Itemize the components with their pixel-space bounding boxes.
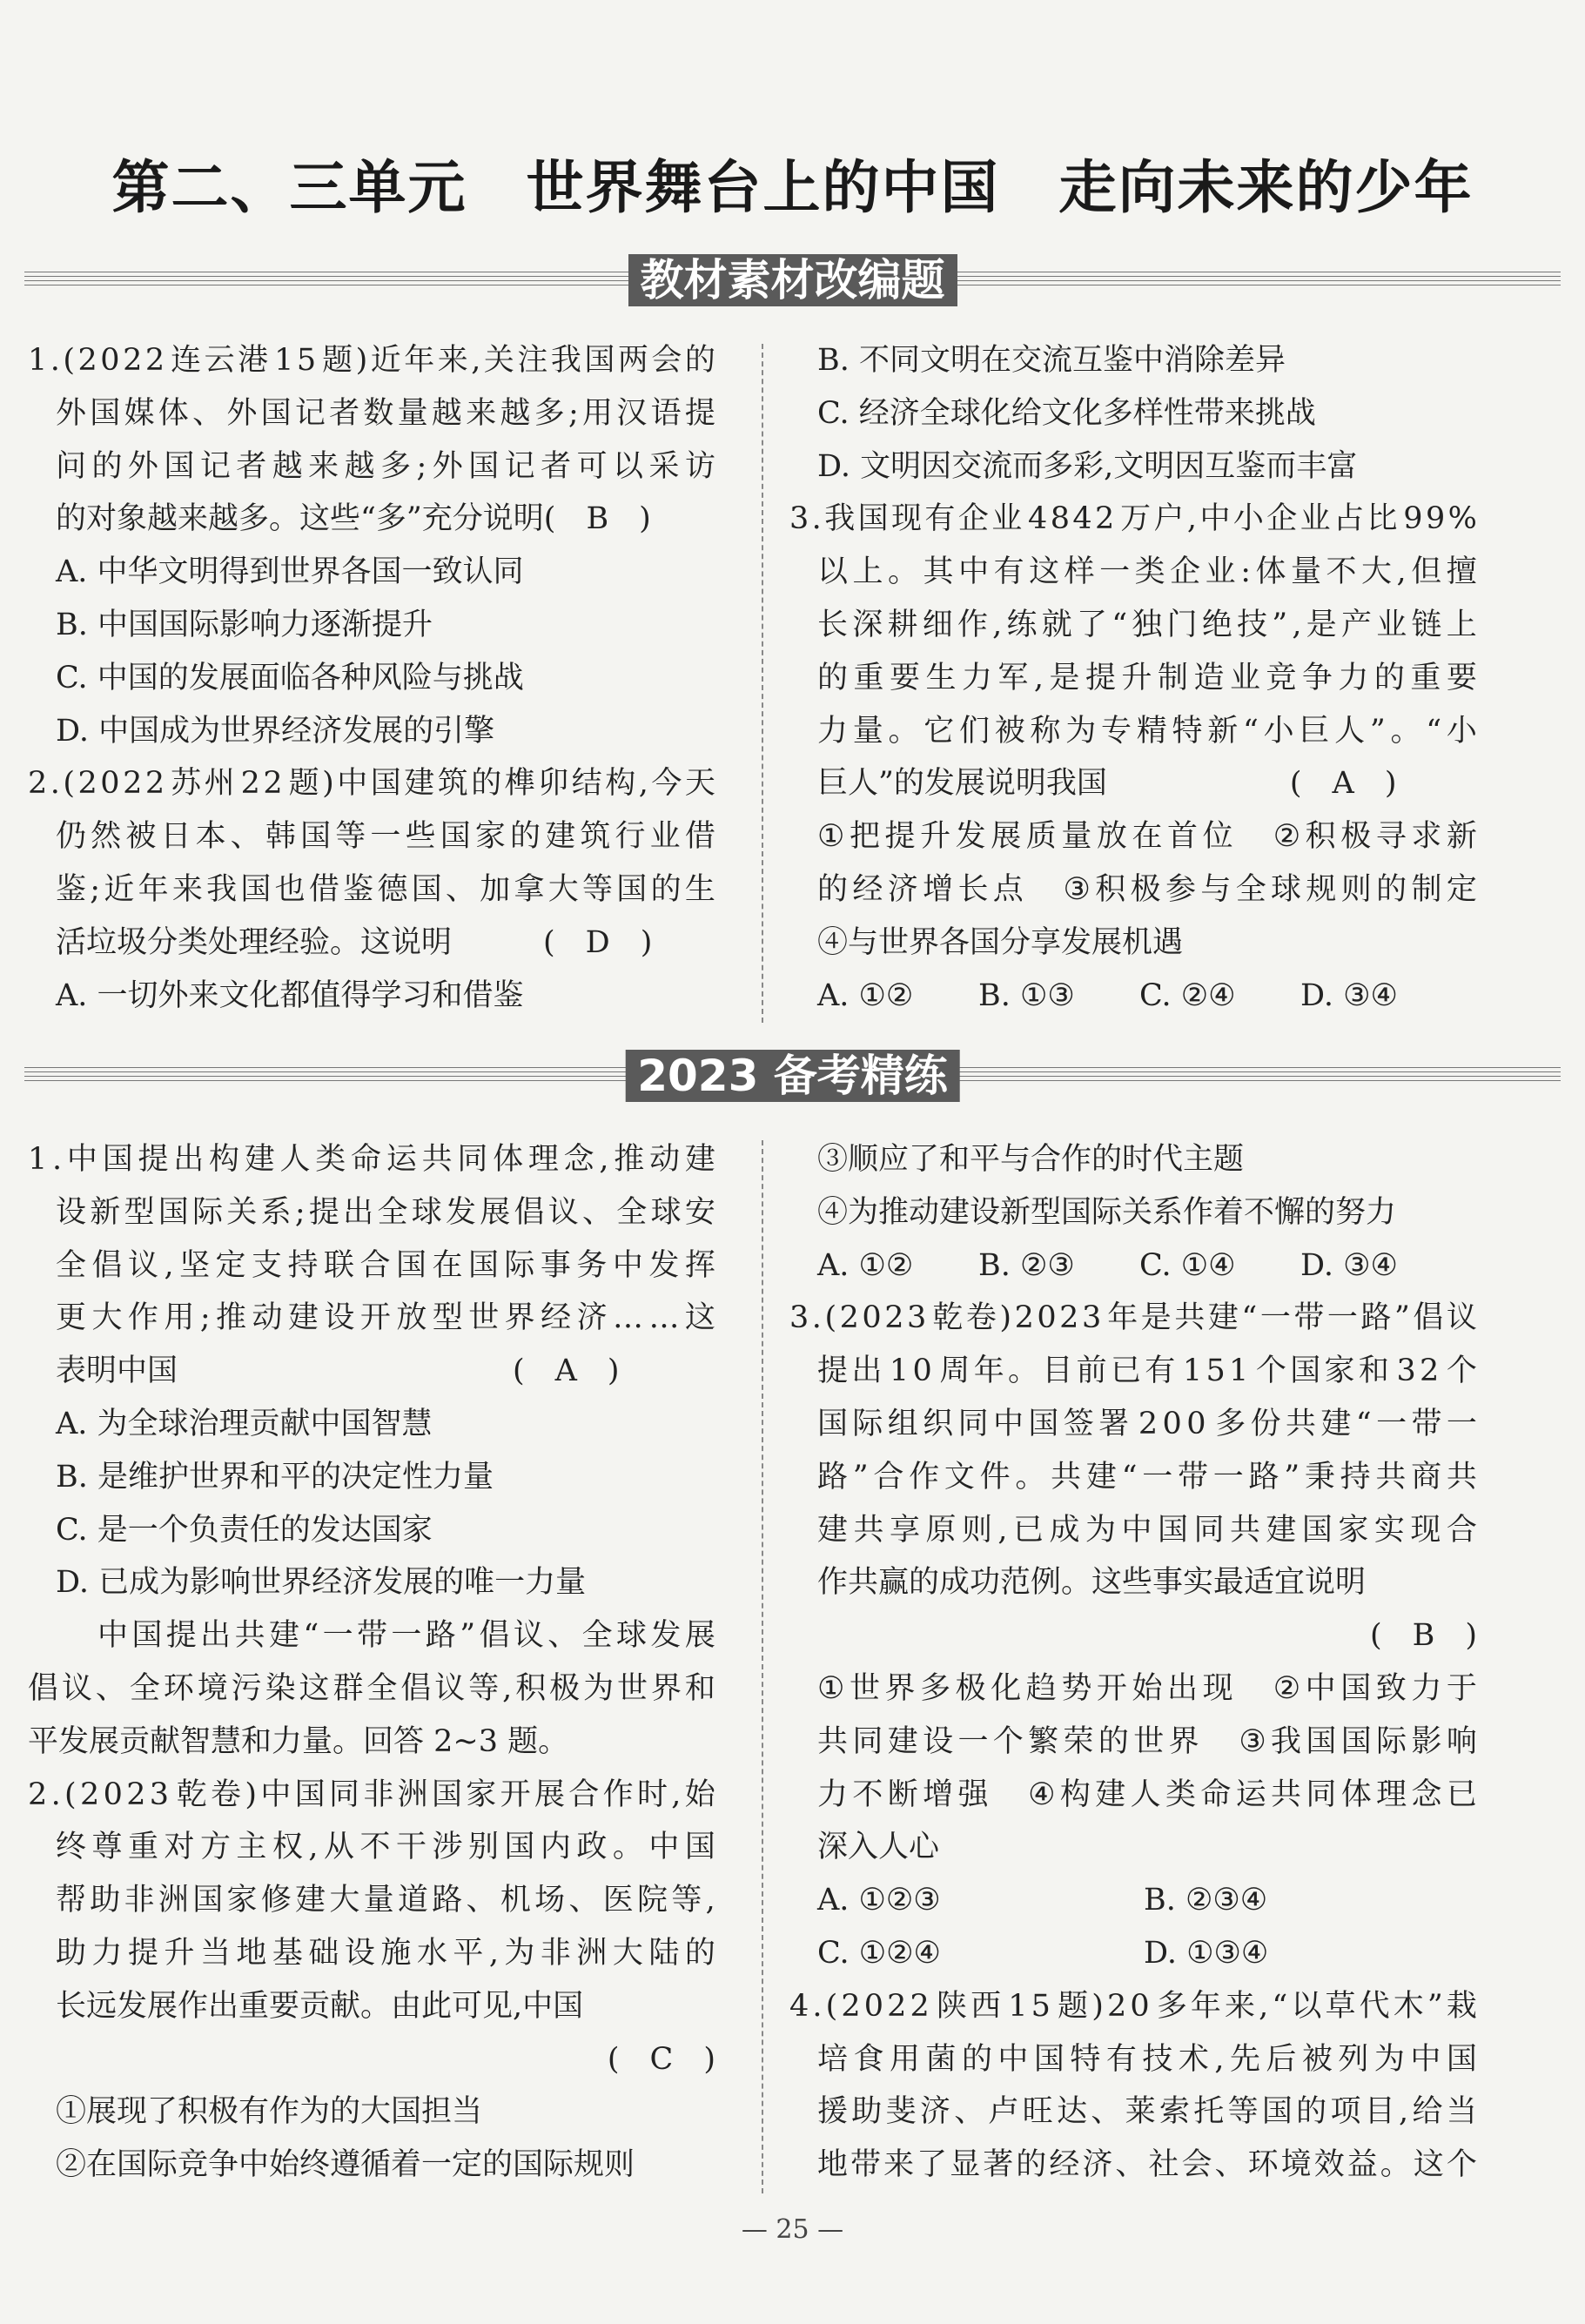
text-line: 设 新 型 国 际 关 系 ; 提 出 全 球 发 展 倡 议 、 全 球 安 [56, 1194, 715, 1230]
text-line: D. 中国成为世界经济发展的引擎 [56, 713, 495, 749]
text-line: 的 经 济 增 长 点 ③ 积 极 参 与 全 球 规 则 的 制 定 [817, 871, 1477, 907]
text-line: 长 深 耕 细 作 , 练 就 了 “ 独 门 绝 技 ” , 是 产 业 链 上 [817, 607, 1477, 642]
text-line: 中 国 提 出 共 建 “ 一 带 一 路 ” 倡 议 、 全 球 发 展 [97, 1618, 715, 1654]
text-line: 的对象越来越多。这些“多”充分说明( B ) [56, 501, 651, 537]
text-line: 表明中国 ( A ) [56, 1353, 620, 1389]
text-line: ① 把 提 升 发 展 质 量 放 在 首 位 ② 积 极 寻 求 新 [817, 819, 1477, 855]
section-label: 2023 备考精练 [625, 1050, 960, 1102]
text-line: ②在国际竞争中始终遵循着一定的国际规则 [56, 2147, 635, 2183]
text-line: B. 中国国际影响力逐渐提升 [56, 607, 433, 642]
section-banner-practice [24, 1050, 1561, 1105]
answer-option: A. ①②③ [817, 1883, 941, 1918]
text-line: 仍 然 被 日 本 、 韩 国 等 一 些 国 家 的 建 筑 行 业 借 [56, 819, 715, 855]
text-line: 1 . 中 国 提 出 构 建 人 类 命 运 共 同 体 理 念 , 推 动 建 [28, 1142, 715, 1177]
text-line [789, 1874, 1477, 1927]
text-line: 建 共 享 原 则 , 已 成 为 中 国 同 共 建 国 家 实 现 合 [817, 1512, 1477, 1548]
text-line: 终 尊 重 对 方 主 权 , 从 不 干 涉 别 国 内 政 。 中 国 [56, 1830, 715, 1865]
answer-option: D. ③④ [1300, 977, 1398, 1013]
text-line: 力 不 断 增 强 ④ 构 建 人 类 命 运 共 同 体 理 念 已 [817, 1777, 1477, 1812]
text-line: 3 . 我 国 现 有 企 业 4 8 4 2 万 户 , 中 小 企 业 占 比 9 9 % [789, 501, 1477, 537]
text-line: C. 经济全球化给文化多样性带来挑战 [817, 395, 1316, 431]
answer-option: B. ②③④ [1144, 1883, 1268, 1918]
text-line: 援 助 斐 济 、 卢 旺 达 、 莱 索 托 等 国 的 项 目 , 给 当 [817, 2094, 1477, 2130]
text-line: 1 . ( 2 0 2 2 连 云 港 1 5 题 ) 近 年 来 , 关 注 我 国 两 会 的 [28, 343, 715, 378]
answer-option: D. ①③④ [1144, 1935, 1269, 1971]
text-line: 3 . ( 2 0 2 3 乾 卷 ) 2 0 2 3 年 是 共 建 “ 一 带 一 路 ” 倡 议 [789, 1300, 1477, 1336]
text-line: 路 ” 合 作 文 件 。 共 建 “ 一 带 一 路 ” 秉 持 共 商 共 [817, 1459, 1477, 1494]
text-line: 帮 助 非 洲 国 家 修 建 大 量 道 路 、 机 场 、 医 院 等 , [56, 1883, 715, 1918]
text-line: 深入人心 [817, 1830, 940, 1865]
answer-option: B. ①③ [978, 977, 1075, 1013]
text-line: 2 . ( 2 0 2 3 乾 卷 ) 中 国 同 非 洲 国 家 开 展 合 作 时 , 始 [28, 1777, 715, 1812]
section-banner-textbook [24, 254, 1561, 310]
answer-option: A. ①② [817, 1247, 914, 1283]
text-line: C. 中国的发展面临各种风险与挑战 [56, 660, 524, 695]
section1-right-column [789, 334, 1477, 1022]
text-line: ④与世界各国分享发展机遇 [817, 924, 1184, 960]
answer-option: C. ①④ [1139, 1247, 1236, 1283]
text-line: D. 已成为影响世界经济发展的唯一力量 [56, 1565, 587, 1601]
text-line: 平发展贡献智慧和力量。回答 2~3 题。 [28, 1723, 569, 1759]
section2-right-column [789, 1133, 1477, 2192]
text-line: ①展现了积极有作为的大国担当 [56, 2094, 483, 2130]
text-line: 的 重 要 生 力 军 , 是 提 升 制 造 业 竞 争 力 的 重 要 [817, 660, 1477, 695]
text-line: A. 一切外来文化都值得学习和借鉴 [56, 977, 524, 1013]
text-line [789, 1927, 1477, 1980]
section1-left-column [28, 334, 715, 1022]
section2-left-column [28, 1133, 715, 2192]
text-line: D. 文明因交流而多彩,文明因互鉴而丰富 [817, 448, 1358, 484]
text-line: 以 上 。 其 中 有 这 样 一 类 企 业 : 体 量 不 大 , 但 擅 [817, 554, 1477, 590]
text-line: B. 是维护世界和平的决定性力量 [56, 1459, 494, 1494]
column-divider [762, 1140, 763, 2193]
text-line: 作共赢的成功范例。这些事实最适宜说明 [817, 1565, 1367, 1601]
text-line: 活垃圾分类处理经验。这说明 ( D ) [56, 924, 653, 960]
column-divider [762, 344, 763, 1023]
text-line: ③顺应了和平与合作的时代主题 [817, 1142, 1245, 1177]
text-line: 2 . ( 2 0 2 2 苏 州 2 2 题 ) 中 国 建 筑 的 榫 卯 结 构 , 今 天 [28, 766, 715, 802]
text-line: 助 力 提 升 当 地 基 础 设 施 水 平 , 为 非 洲 大 陆 的 [56, 1935, 715, 1971]
text-line: 全 倡 议 , 坚 定 支 持 联 合 国 在 国 际 事 务 中 发 挥 [56, 1247, 715, 1283]
text-line: 巨人”的发展说明我国 ( A ) [817, 766, 1397, 802]
text-line: 外 国 媒 体 、 外 国 记 者 数 量 越 来 越 多 ; 用 汉 语 提 [56, 395, 715, 431]
text-line: ④为推动建设新型国际关系作着不懈的努力 [817, 1194, 1397, 1230]
text-line: ① 世 界 多 极 化 趋 势 开 始 出 现 ② 中 国 致 力 于 [817, 1670, 1477, 1706]
text-line: 问 的 外 国 记 者 越 来 越 多 ; 外 国 记 者 可 以 采 访 [56, 448, 715, 484]
text-line: 培 食 用 菌 的 中 国 特 有 技 术 , 先 后 被 列 为 中 国 [817, 2041, 1477, 2077]
text-line: 力 量 。 它 们 被 称 为 专 精 特 新 “ 小 巨 人 ” 。 “ 小 [817, 713, 1477, 749]
page-number: — 25 — [741, 2214, 844, 2245]
answer-option: C. ①②④ [817, 1935, 941, 1971]
text-line: 更 大 作 用 ; 推 动 建 设 开 放 型 世 界 经 济 … … 这 [56, 1300, 715, 1336]
page-title: 第二、三单元 世界舞台上的中国 走向未来的少年 [111, 154, 1474, 221]
text-line: 地 带 来 了 显 著 的 经 济 、 社 会 、 环 境 效 益 。 这 个 [817, 2147, 1477, 2183]
text-line: 鉴 ; 近 年 来 我 国 也 借 鉴 德 国 、 加 拿 大 等 国 的 生 [56, 871, 715, 907]
text-line: 提 出 1 0 周 年 。 目 前 已 有 1 5 1 个 国 家 和 3 2 个 [817, 1353, 1477, 1389]
text-line: ( C ) [607, 2041, 715, 2077]
text-line: A. 中华文明得到世界各国一致认同 [56, 554, 524, 590]
answer-option: D. ③④ [1300, 1247, 1398, 1283]
text-line: ( B ) [1369, 1618, 1477, 1654]
text-line: 4 . ( 2 0 2 2 陕 西 1 5 题 ) 2 0 多 年 来 , “ 以 草 代 木 ” 栽 [789, 1988, 1477, 2024]
text-line: B. 不同文明在交流互鉴中消除差异 [817, 343, 1286, 378]
text-line: 共 同 建 设 一 个 繁 荣 的 世 界 ③ 我 国 国 际 影 响 [817, 1723, 1477, 1759]
text-line: C. 是一个负责任的发达国家 [56, 1512, 433, 1548]
answer-option: A. ①② [817, 977, 914, 1013]
answer-option: B. ②③ [978, 1247, 1075, 1283]
text-line: A. 为全球治理贡献中国智慧 [56, 1406, 433, 1441]
text-line: 长远发展作出重要贡献。由此可见,中国 [56, 1988, 584, 2024]
text-line [789, 1239, 1477, 1293]
answer-option: C. ②④ [1139, 977, 1236, 1013]
section-label: 教材素材改编题 [628, 254, 957, 306]
text-line [789, 970, 1477, 1023]
text-line: 倡 议 、 全 环 境 污 染 这 群 全 倡 议 等 , 积 极 为 世 界 和 [28, 1670, 715, 1706]
text-line: 国 际 组 织 同 中 国 签 署 2 0 0 多 份 共 建 “ 一 带 一 [817, 1406, 1477, 1441]
